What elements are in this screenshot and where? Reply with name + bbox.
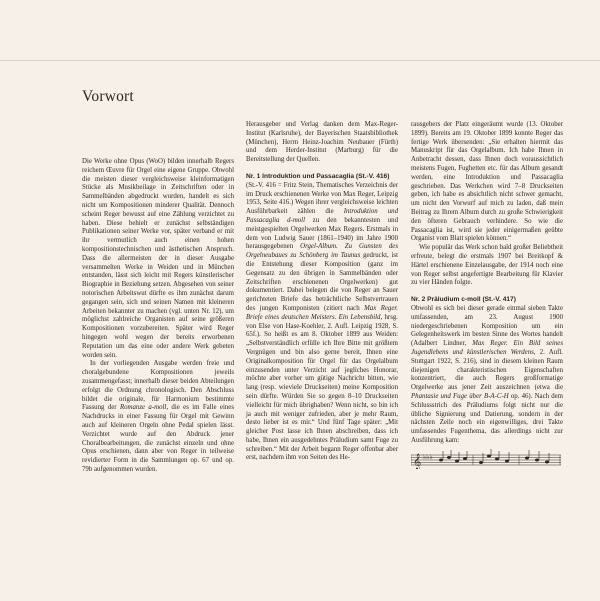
text-column-2 bbox=[246, 121, 398, 463]
music-notation-example bbox=[411, 449, 563, 469]
fugue-theme-icon bbox=[411, 449, 561, 469]
page-title: Vorwort bbox=[82, 88, 134, 105]
paragraph: (St.-V. 416 = Fritz Stein, Thematisches Verzeichnis der im Druck erschienenen Werke von Max Reger, Leipzig 1953, Seite 416.) Wegen ihrer vergleichsweise leichten Ausführbarkeit zählen die Introduktion und Passacaglia d-moll zu den bekanntesten und meistgespielten Orgelwerken Max Regers. Erstmals in dem von Ludwig Sauer (1861–1940) im Jahre 1900 herausgegebenen Orgel-Album. Zu Gunsten des Orgelneubaues zu Schönberg im Taunus gedruckt, ist die Entstehung dieser Komposition (ganz im Gegensatz zu den übrigen in Sammelbänden oder Zeitschriften erschienenen Orgelwerken) gut dokumentiert. Dabei belegen die von Reger an Sauer gerichteten Briefe das beträchtliche Selbstvertrauen des jungen Komponisten (zitiert nach Max Reger. Briefe eines deutschen Meisters. Ein Lebensbild, hrsg. von Else von Hase-Koehler, 2. Aufl. Leipzig 1928, S. 65f.). So heißt es am 8. Oktober 1899 aus Weiden: „Selbstverständlich erfülle ich Ihre Bitte mit größtem Vergnügen und bin also gerne bereit, Ihnen eine Originalkomposition für Orgel für das Orgelalbum einzusenden unter Verzicht auf jegliches Honorar, möchte aber vorher um gütige Nachricht bitten, wie lang (resp. wieviele Druckseiten) meine Komposition sein dürfte. Würden Sie so gegen 8–10 Druckseiten vielleicht für mich übrighaben? Wenn nicht, so bin ich ja auch mit weniger zufrieden, aber je mehr Raum, desto lieber ist es mir.“ Und fünf Tage später: „Mit gleicher Post lasse ich Ihnen abschreiben, dass ich habe, Ihnen ein ausgedehntes Präludium samt Fuge zu schreiben.“ Mit der Arbeit begann Reger offenbar aber erst, nachdem ihm von Seiten des He- bbox=[246, 181, 398, 462]
svg-text:𝄞: 𝄞 bbox=[413, 453, 422, 469]
section-heading-nr2: Nr. 2 Präludium c-moll (St.-V. 417) bbox=[411, 296, 516, 304]
text-column-1 bbox=[82, 158, 234, 475]
svg-text:♭♭♭: ♭♭♭ bbox=[423, 452, 433, 461]
section-heading-nr1: Nr. 1 Introduktion und Passacaglia (St.-V. 416) bbox=[246, 172, 390, 180]
paragraph: rausgebers der Platz eingeräumt wurde (13. Oktober 1899). Bereits am 19. Oktober 1899 konnte Reger das fertige Werk übersenden: „Sie erhalten hiermit das Manuskript für das Orgelalbum. Ich habe Ihnen in Anbetracht dessen, dass Ihnen doch voraussichtlich meistens Fugen, Fughetten etc. für das Album gesandt werden, eine Introduktion und Passacaglia geschrieben. Das Werkchen wird 7–8 Druckseiten geben, ich habe es absichtlich nicht schwer gemacht, um nicht den Vorwurf auf mich zu laden, daß mein Beitrag zu Ihrem Album durch zu große Schwierigkeit den öfteren Gebrauch verhindere. So wie die Passacaglia ist, wird sie jeder einigermaßen geübte Organist vom Blatt spielen können.“ bbox=[411, 121, 563, 243]
paragraph: Die Werke ohne Opus (WoO) bilden innerhalb Regers reichem Œuvre für Orgel eine eigene Gruppe. Obwohl die meisten dieser vergleichsweise kleinformatigen Stücke als Musikbeilage in Zeitschriften oder in Sammelbänden abgedruckt wurden, handelt es sich nicht um Kompositionen minderer Qualität. Dennoch scheint Reger bewusst auf eine Zählung verzichtet zu haben. Diese behielt er zunächst selbständigen Publikationen seiner Werke vor, später verband er mit ihr vermutlich auch einen hohen kompositionstechnischen und ästhetischen Anspruch. Dass die allermeisten der in dieser Ausgabe versammelten Werke in Weiden und in München entstanden, lässt sich leicht mit Regers künstlerischer Biographie in Beziehung setzen. Abgesehen von seiner notorischen Arbeitswut dürfte es ihm zunächst darum gegangen sein, sich und seinen Namen mit kleineren Arbeiten bekannter zu machen (vgl. unten Nr. 12), um möglichst zahlreiche Organisten auf seine größeren Kompositionen vorzubereiten. Später wird Reger hingegen wohl wegen der bereits erworbenen Reputation um das eine oder andere Werk gebeten worden sein. bbox=[82, 158, 234, 359]
paragraph: Herausgeber und Verlag danken dem Max-Reger-Institut (Karlsruhe), der Bayerischen Staatsbibliothek (München), Herrn Heinz-Joachim Neubauer (Fürth) und dem Herder-Institut (Marburg) für die Bereitstellung der Quellen. bbox=[246, 121, 398, 164]
paragraph: In der vorliegenden Ausgabe werden freie und choralgebundene Kompositionen jeweils zusammengefasst; innerhalb dieser beiden Abteilungen erfolgt die Ordnung chronologisch. Den Abschluss bildet die originale, für Harmonium bestimmte Fassung der Romanze a-moll, die es im Falle eines Nachdrucks in einer Fassung für Orgel mit Gewinn auch auf kleineren Orgeln ohne Pedal spielen lässt. Verzichtet wurde auf den Abdruck jener Choralbearbeitungen, die zunächst einzeln und ohne Opus erschienen, dann aber von Reger in teilweise revidierter Form in die Sammlungen op. 67 und op. 79b aufgenommen wurden. bbox=[82, 360, 234, 473]
paragraph: Wie populär das Werk schon bald großer Beliebtheit erfreute, belegt die erstmals 1907 bei Breitkopf & Härtel erschienene Einzelausgabe, der 1914 noch eine von Reger selbst angefertigte Bearbeitung für Klavier zu vier Händen folgte. bbox=[411, 244, 563, 287]
text-column-3 bbox=[411, 121, 563, 469]
paragraph: Obwohl es sich bei dieser gerade einmal sieben Takte umfassenden, am 23. August 1900 niedergeschriebenen Komposition um ein Gelegenheitswerk im besten Sinne des Wortes handelt (Adalbert Lindner, Max Reger. Ein Bild seines Jugendlebens und künstlerischen Werdens, 2. Aufl. Stuttgart 1922, S. 216), sind in diesem kleinen Raum diejenigen charakteristischen Eigenschaften konzentriert, die auch Regers großformatige Orgelwerke aus jener Zeit auszeichnen (etwa die Phantasie und Fuge über B-A-C-H op. 46). Nach dem Schlussstrich des Präludiums folgt nicht nur die übliche Signierung und Datierung, sondern in der nächsten Zeile noch ein eigenwilliges, drei Takte umfassendes Fugenthema, das allerdings nicht zur Ausführung kam: bbox=[411, 304, 563, 444]
